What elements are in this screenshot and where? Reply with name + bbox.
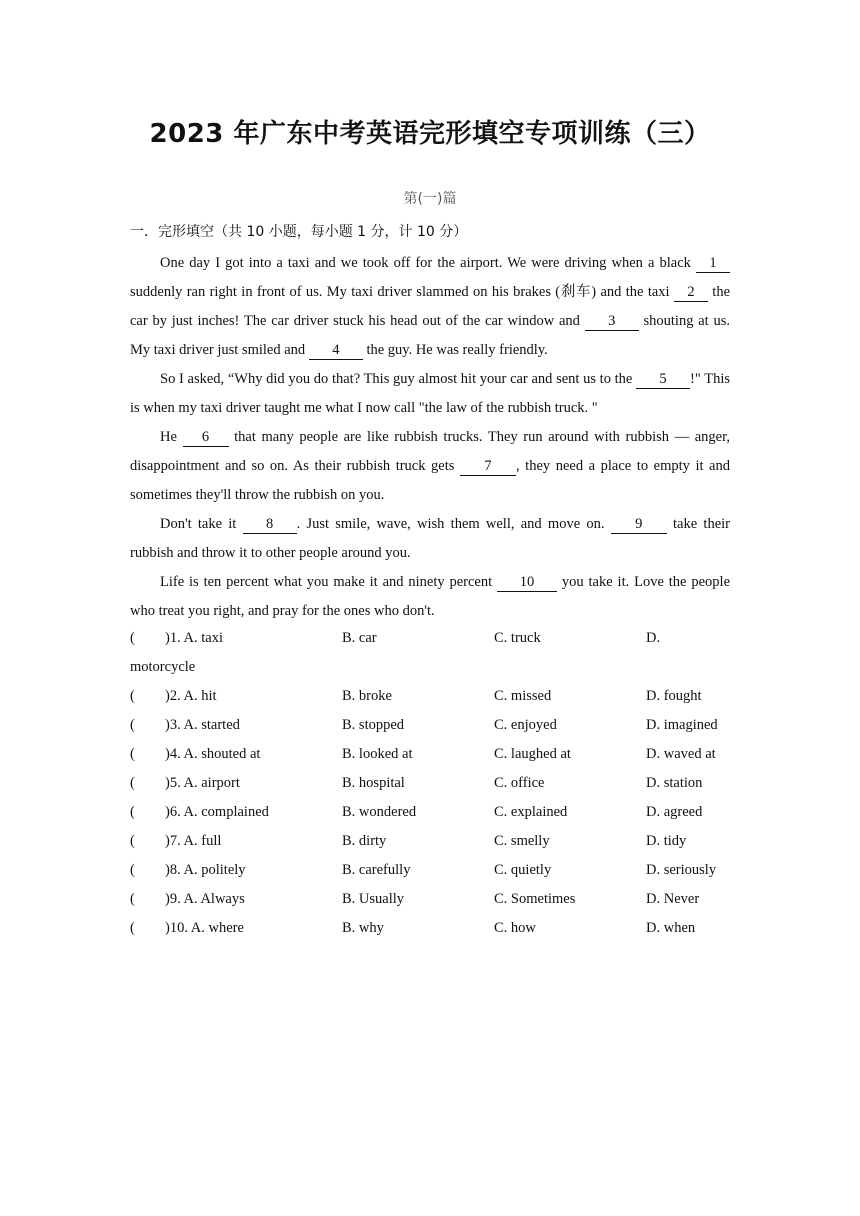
- question-row-1: [130, 624, 740, 653]
- question-row-4: [130, 740, 740, 769]
- passage-subtitle: 第(一)篇: [403, 191, 457, 207]
- option-a: )8. A. politely: [165, 862, 246, 878]
- option-c: C. smelly: [494, 833, 550, 849]
- option-d-wrap: motorcycle: [130, 659, 196, 675]
- passage-text: shouting at us. My taxi driver just smiled and: [130, 313, 730, 358]
- question-row-3: [130, 711, 740, 740]
- blank-7: 7: [460, 458, 516, 476]
- option-c: C. truck: [494, 630, 541, 646]
- option-d: D. Never: [646, 891, 700, 907]
- question-row-9: [130, 885, 740, 914]
- blank-4: 4: [309, 342, 363, 360]
- option-d: D. waved at: [646, 746, 716, 762]
- option-d: D.: [646, 630, 661, 646]
- answer-paren: (: [130, 920, 135, 936]
- option-d: D. agreed: [646, 804, 703, 820]
- blank-6: 6: [183, 429, 229, 447]
- passage-paragraph-4: [130, 510, 730, 568]
- question-row-6: [130, 798, 740, 827]
- option-a: )6. A. complained: [165, 804, 269, 820]
- question-options: [130, 624, 740, 943]
- option-b: B. carefully: [342, 862, 411, 878]
- option-a: )1. A. taxi: [165, 630, 223, 646]
- blank-9: 9: [611, 516, 667, 534]
- answer-paren: (: [130, 891, 135, 907]
- answer-paren: (: [130, 862, 135, 878]
- answer-paren: (: [130, 833, 135, 849]
- passage-text: suddenly ran right in front of us. My taxi driver slammed on his brakes (刹车) and the taxi: [130, 284, 674, 300]
- option-b: B. why: [342, 920, 384, 936]
- blank-10: 10: [497, 574, 557, 592]
- option-b: B. Usually: [342, 891, 405, 907]
- question-row-5: [130, 769, 740, 798]
- option-a: )3. A. started: [165, 717, 240, 733]
- cloze-passage: [130, 249, 730, 626]
- passage-paragraph-1: [130, 249, 730, 365]
- answer-paren: (: [130, 804, 135, 820]
- passage-paragraph-3: [130, 423, 730, 510]
- passage-text: Life is ten percent what you make it and ninety percent: [160, 574, 498, 590]
- option-a: )4. A. shouted at: [165, 746, 261, 762]
- blank-5: 5: [636, 371, 690, 389]
- option-d: D. station: [646, 775, 703, 791]
- passage-text: So I asked, “Why did you do that? This guy almost hit your car and sent us to the: [160, 371, 637, 387]
- passage-text: He: [160, 429, 183, 445]
- answer-paren: (: [130, 746, 135, 762]
- blank-8: 8: [243, 516, 297, 534]
- passage-paragraph-5: [130, 568, 730, 626]
- passage-text: you take it. Love the people who treat you right, and pray for the ones who don't.: [130, 574, 730, 619]
- section-heading: 一．完形填空（共 10 小题，每小题 1 分，计 10 分）: [130, 224, 468, 240]
- passage-text: , they need a place to empty it and sometimes they'll throw the rubbish on you.: [130, 458, 730, 503]
- page-title: 2023 年广东中考英语完形填空专项训练（三）: [149, 119, 711, 149]
- option-b: B. car: [342, 630, 377, 646]
- passage-text: take their rubbish and throw it to other people around you.: [130, 516, 730, 561]
- option-c: C. how: [494, 920, 536, 936]
- option-b: B. hospital: [342, 775, 405, 791]
- passage-paragraph-2: [130, 365, 730, 423]
- option-b: B. wondered: [342, 804, 417, 820]
- passage-text: that many people are like rubbish trucks. They run around with rubbish — anger, disappointment and so on. As their rubbish truck gets: [130, 429, 730, 474]
- option-c: C. laughed at: [494, 746, 571, 762]
- option-d: D. fought: [646, 688, 702, 704]
- option-c: C. enjoyed: [494, 717, 557, 733]
- question-row-10: [130, 914, 740, 943]
- passage-text: One day I got into a taxi and we took off for the airport. We were driving when a black: [160, 255, 696, 271]
- passage-text: Don't take it: [160, 516, 243, 532]
- answer-paren: (: [130, 630, 135, 646]
- option-d: D. tidy: [646, 833, 687, 849]
- option-c: C. Sometimes: [494, 891, 576, 907]
- option-b: B. dirty: [342, 833, 387, 849]
- option-a: )9. A. Always: [165, 891, 245, 907]
- option-c: C. missed: [494, 688, 552, 704]
- option-c: C. explained: [494, 804, 568, 820]
- answer-paren: (: [130, 775, 135, 791]
- blank-3: 3: [585, 313, 639, 331]
- question-row-8: [130, 856, 740, 885]
- option-c: C. office: [494, 775, 545, 791]
- option-d: D. seriously: [646, 862, 717, 878]
- option-a: )10. A. where: [165, 920, 244, 936]
- option-a: )7. A. full: [165, 833, 222, 849]
- passage-text: . Just smile, wave, wish them well, and move on.: [296, 516, 611, 532]
- option-d: D. when: [646, 920, 696, 936]
- answer-paren: (: [130, 688, 135, 704]
- option-a: )5. A. airport: [165, 775, 240, 791]
- passage-text: the car by just inches! The car driver stuck his head out of the car window and: [130, 284, 730, 329]
- passage-text: the guy. He was really friendly.: [362, 342, 548, 358]
- blank-1: 1: [696, 255, 730, 273]
- option-b: B. broke: [342, 688, 392, 704]
- option-b: B. stopped: [342, 717, 405, 733]
- question-row-7: [130, 827, 740, 856]
- passage-text: !" This is when my taxi driver taught me what I now call "the law of the rubbish truck. ": [130, 371, 730, 416]
- option-a: )2. A. hit: [165, 688, 217, 704]
- option-b: B. looked at: [342, 746, 413, 762]
- option-d: D. imagined: [646, 717, 718, 733]
- blank-2: 2: [674, 284, 708, 302]
- question-row-2: [130, 682, 740, 711]
- answer-paren: (: [130, 717, 135, 733]
- option-c: C. quietly: [494, 862, 552, 878]
